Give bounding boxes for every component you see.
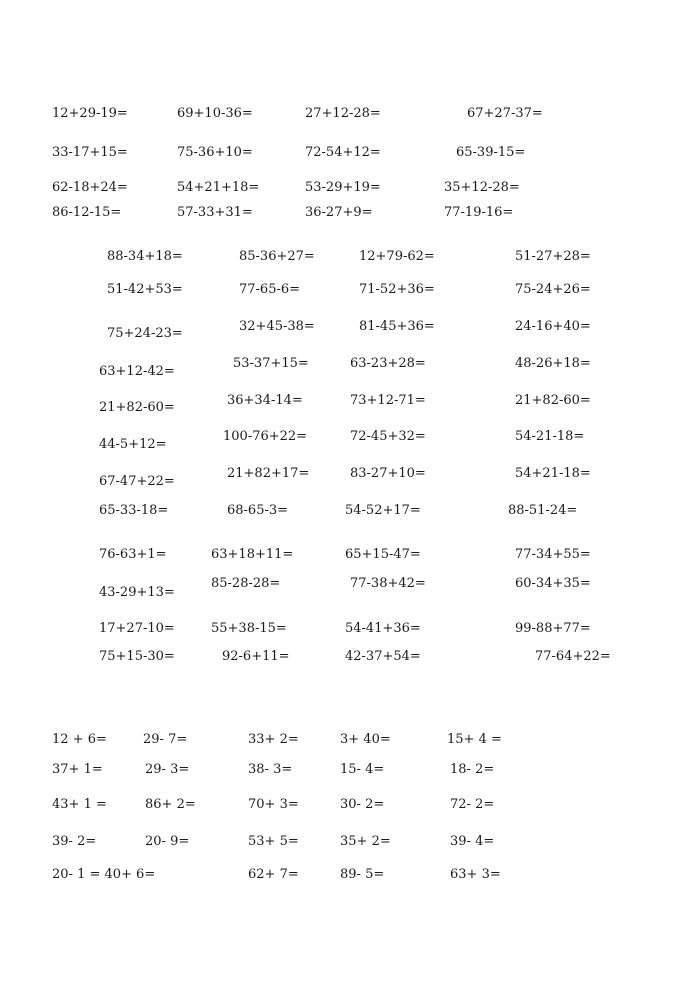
problem: 24-16+40= (515, 319, 591, 334)
problem: 44-5+12= (99, 437, 167, 452)
problem: 42-37+54= (345, 649, 421, 664)
problem: 37+ 1= (52, 762, 103, 777)
problem: 32+45-38= (239, 319, 315, 334)
problem: 48-26+18= (515, 356, 591, 371)
problem: 68-65-3= (227, 503, 289, 518)
problem: 53-37+15= (233, 356, 309, 371)
problem: 99-88+77= (515, 621, 591, 636)
problem: 65-33-18= (99, 503, 169, 518)
problem: 83-27+10= (350, 466, 426, 481)
problem: 77-64+22= (535, 649, 611, 664)
problem: 92-6+11= (222, 649, 290, 664)
problem: 75-24+26= (515, 282, 591, 297)
problem: 53+ 5= (248, 834, 299, 849)
problem: 75+24-23= (107, 326, 183, 341)
problem: 54+21-18= (515, 466, 591, 481)
problem: 39- 4= (450, 834, 495, 849)
problem: 29- 7= (143, 732, 188, 747)
problem: 53-29+19= (305, 180, 381, 195)
problem: 21+82+17= (227, 466, 310, 481)
problem: 57-33+31= (177, 205, 253, 220)
problem: 55+38-15= (211, 621, 287, 636)
problem: 71-52+36= (359, 282, 435, 297)
problem: 54-21-18= (515, 429, 585, 444)
problem: 21+82-60= (99, 400, 175, 415)
problem: 54-52+17= (345, 503, 421, 518)
problem: 86+ 2= (145, 797, 196, 812)
problem: 67-47+22= (99, 474, 175, 489)
problem: 86-12-15= (52, 205, 122, 220)
problem: 15+ 4 = (447, 732, 502, 747)
problem: 88-34+18= (107, 249, 183, 264)
problem: 70+ 3= (248, 797, 299, 812)
problem: 51-27+28= (515, 249, 591, 264)
problem: 27+12-28= (305, 106, 381, 121)
problem: 67+27-37= (467, 106, 543, 121)
problem: 77-34+55= (515, 547, 591, 562)
problem: 65-39-15= (456, 145, 526, 160)
problem: 20- 1 = 40+ 6= (52, 867, 156, 882)
problem: 35+12-28= (444, 180, 520, 195)
problem: 43+ 1 = (52, 797, 107, 812)
problem: 72- 2= (450, 797, 495, 812)
problem: 75+15-30= (99, 649, 175, 664)
problem: 89- 5= (340, 867, 385, 882)
problem: 62-18+24= (52, 180, 128, 195)
problem: 30- 2= (340, 797, 385, 812)
problem: 63+12-42= (99, 364, 175, 379)
problem: 39- 2= (52, 834, 97, 849)
problem: 15- 4= (340, 762, 385, 777)
problem: 63+18+11= (211, 547, 294, 562)
problem: 38- 3= (248, 762, 293, 777)
problem: 36+34-14= (227, 393, 303, 408)
problem: 12+29-19= (52, 106, 128, 121)
problem: 75-36+10= (177, 145, 253, 160)
problem: 65+15-47= (345, 547, 421, 562)
problem: 12 + 6= (52, 732, 107, 747)
problem: 51-42+53= (107, 282, 183, 297)
problem: 81-45+36= (359, 319, 435, 334)
problem: 100-76+22= (223, 429, 308, 444)
problem: 88-51-24= (508, 503, 578, 518)
problem: 54-41+36= (345, 621, 421, 636)
problem: 17+27-10= (99, 621, 175, 636)
problem: 62+ 7= (248, 867, 299, 882)
problem: 3+ 40= (340, 732, 391, 747)
problem: 69+10-36= (177, 106, 253, 121)
problem: 36-27+9= (305, 205, 373, 220)
problem: 63-23+28= (350, 356, 426, 371)
problem: 18- 2= (450, 762, 495, 777)
problem: 85-36+27= (239, 249, 315, 264)
problem: 60-34+35= (515, 576, 591, 591)
problem: 43-29+13= (99, 585, 175, 600)
problem: 33+ 2= (248, 732, 299, 747)
problem: 54+21+18= (177, 180, 260, 195)
problem: 77-38+42= (350, 576, 426, 591)
problem: 33-17+15= (52, 145, 128, 160)
problem: 21+82-60= (515, 393, 591, 408)
problem: 76-63+1= (99, 547, 167, 562)
problem: 12+79-62= (359, 249, 435, 264)
problem: 85-28-28= (211, 576, 281, 591)
problem: 72-54+12= (305, 145, 381, 160)
problem: 73+12-71= (350, 393, 426, 408)
problem: 77-19-16= (444, 205, 514, 220)
problem: 35+ 2= (340, 834, 391, 849)
problem: 77-65-6= (239, 282, 301, 297)
problem: 29- 3= (145, 762, 190, 777)
problem: 72-45+32= (350, 429, 426, 444)
problem: 63+ 3= (450, 867, 501, 882)
problem: 20- 9= (145, 834, 190, 849)
